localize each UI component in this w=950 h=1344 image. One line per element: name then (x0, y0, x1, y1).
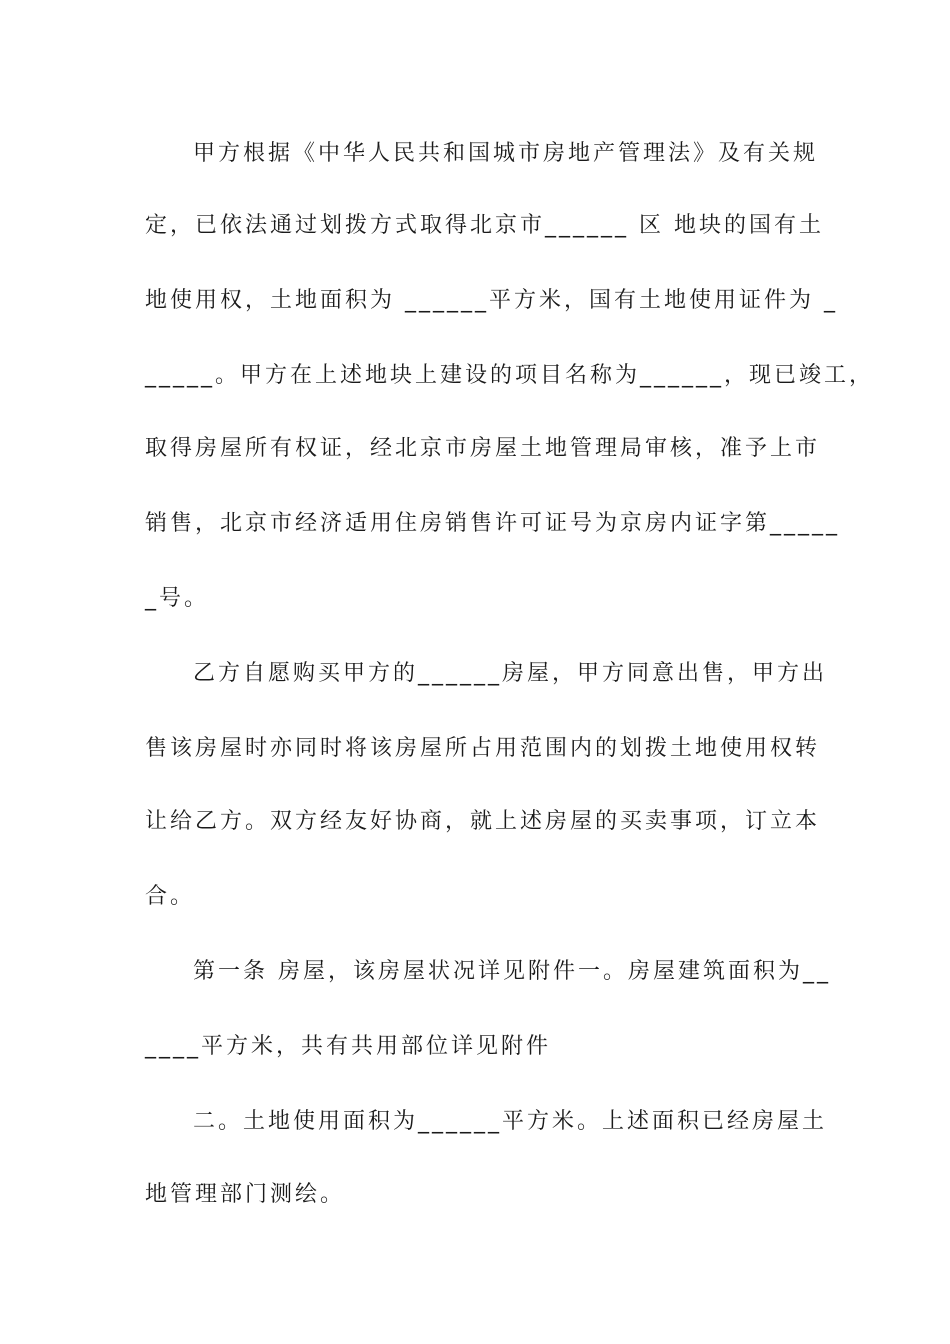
paragraph-2-line-3: 让给乙方。双方经友好协商，就上述房屋的买卖事项，订立本 (145, 809, 821, 834)
paragraph-1-line-1: 甲方根据《中华人民共和国城市房地产管理法》及有关规 (193, 141, 819, 166)
paragraph-1-line-2: 定，已依法通过划拨方式取得北京市______ 区 地块的国有土 (145, 213, 824, 238)
paragraph-2-line-4: 合。 (145, 884, 196, 909)
paragraph-1-line-3: 地使用权，土地面积为 ______平方米，国有土地使用证件为 _ (145, 288, 838, 313)
article-1-line-1: 第一条 房屋，该房屋状况详见附件一。房屋建筑面积为__ (193, 959, 831, 984)
article-1-line-2: ____平方米，共有共用部位详见附件 (145, 1034, 552, 1059)
paragraph-4-line-2: 地管理部门测绘。 (145, 1182, 346, 1207)
paragraph-1-line-5: 取得房屋所有权证，经北京市房屋土地管理局审核，准予上市 (145, 436, 821, 461)
paragraph-4-line-1: 二。土地使用面积为______平方米。上述面积已经房屋土 (193, 1109, 828, 1134)
paragraph-1-line-4: _____。甲方在上述地块上建设的项目名称为______，现已竣工， (145, 363, 875, 388)
paragraph-1-line-6: 销售，北京市经济适用住房销售许可证号为京房内证字第_____ (145, 511, 841, 536)
paragraph-2-line-2: 售该房屋时亦同时将该房屋所占用范围内的划拨土地使用权转 (145, 736, 821, 761)
paragraph-1-line-7: _号。 (145, 586, 210, 611)
paragraph-2-line-1: 乙方自愿购买甲方的______房屋，甲方同意出售，甲方出 (193, 661, 828, 686)
